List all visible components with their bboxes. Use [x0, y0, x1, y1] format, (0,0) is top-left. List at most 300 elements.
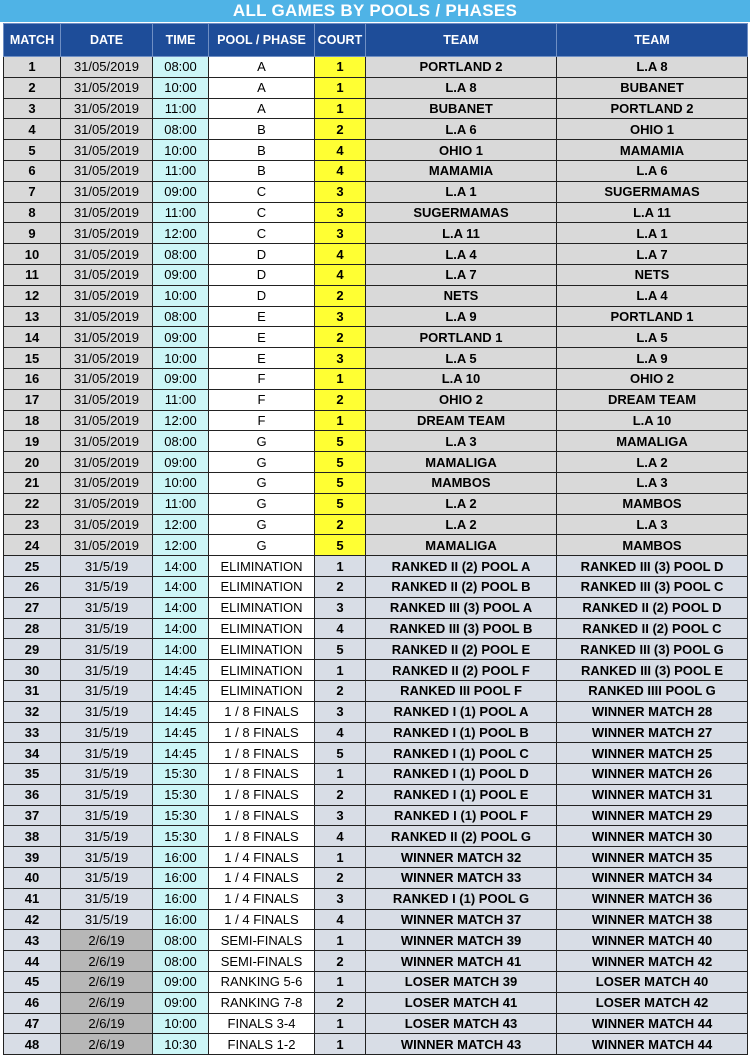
time-cell: 08:00: [153, 244, 209, 265]
court-cell: 5: [315, 743, 366, 764]
team-1-cell: L.A 1: [366, 181, 557, 202]
time-cell: 09:00: [153, 264, 209, 285]
match-cell: 44: [4, 951, 61, 972]
match-cell: 42: [4, 909, 61, 930]
team-2-cell: MAMALIGA: [557, 431, 748, 452]
table-row: [4, 847, 748, 868]
team-2-cell: WINNER MATCH 30: [557, 826, 748, 847]
pool-phase-cell: E: [209, 306, 315, 327]
team-1-cell: NETS: [366, 285, 557, 306]
team-2-cell: DREAM TEAM: [557, 389, 748, 410]
match-cell: 27: [4, 597, 61, 618]
team-1-cell: RANKED III (3) POOL A: [366, 597, 557, 618]
time-cell: 10:00: [153, 348, 209, 369]
pool-phase-cell: F: [209, 368, 315, 389]
pool-phase-cell: F: [209, 410, 315, 431]
time-cell: 15:30: [153, 784, 209, 805]
pool-phase-cell: B: [209, 140, 315, 161]
time-cell: 14:00: [153, 597, 209, 618]
pool-phase-cell: 1 / 8 FINALS: [209, 826, 315, 847]
table-row: [4, 597, 748, 618]
team-1-cell: RANKED I (1) POOL D: [366, 764, 557, 785]
team-1-cell: RANKED II (2) POOL E: [366, 639, 557, 660]
time-cell: 09:00: [153, 368, 209, 389]
pool-phase-cell: D: [209, 285, 315, 306]
pool-phase-cell: ELIMINATION: [209, 597, 315, 618]
table-row: [4, 327, 748, 348]
time-cell: 09:00: [153, 181, 209, 202]
pool-phase-cell: FINALS 1-2: [209, 1034, 315, 1055]
team-2-cell: WINNER MATCH 34: [557, 868, 748, 889]
court-cell: 1: [315, 57, 366, 78]
date-cell: 31/05/2019: [61, 306, 153, 327]
court-cell: 5: [315, 493, 366, 514]
team-2-cell: LOSER MATCH 40: [557, 972, 748, 993]
table-row: [4, 244, 748, 265]
time-cell: 09:00: [153, 992, 209, 1013]
date-cell: 31/5/19: [61, 660, 153, 681]
match-cell: 48: [4, 1034, 61, 1055]
pool-phase-cell: 1 / 8 FINALS: [209, 805, 315, 826]
table-row: [4, 514, 748, 535]
date-cell: 31/5/19: [61, 639, 153, 660]
time-cell: 15:30: [153, 805, 209, 826]
match-cell: 13: [4, 306, 61, 327]
court-cell: 4: [315, 826, 366, 847]
team-1-cell: MAMAMIA: [366, 160, 557, 181]
team-1-cell: BUBANET: [366, 98, 557, 119]
team-2-cell: L.A 4: [557, 285, 748, 306]
team-1-cell: RANKED I (1) POOL G: [366, 888, 557, 909]
court-cell: 4: [315, 264, 366, 285]
pool-phase-cell: 1 / 4 FINALS: [209, 868, 315, 889]
time-cell: 12:00: [153, 514, 209, 535]
date-cell: 31/5/19: [61, 868, 153, 889]
table-row: [4, 660, 748, 681]
team-2-cell: L.A 2: [557, 452, 748, 473]
match-cell: 9: [4, 223, 61, 244]
match-cell: 47: [4, 1013, 61, 1034]
time-cell: 16:00: [153, 888, 209, 909]
team-2-cell: WINNER MATCH 31: [557, 784, 748, 805]
match-cell: 35: [4, 764, 61, 785]
time-cell: 12:00: [153, 535, 209, 556]
match-cell: 39: [4, 847, 61, 868]
team-1-cell: L.A 4: [366, 244, 557, 265]
time-cell: 10:00: [153, 472, 209, 493]
match-cell: 46: [4, 992, 61, 1013]
court-cell: 2: [315, 285, 366, 306]
pool-phase-cell: E: [209, 348, 315, 369]
court-cell: 1: [315, 847, 366, 868]
table-row: [4, 140, 748, 161]
team-1-cell: WINNER MATCH 41: [366, 951, 557, 972]
team-2-cell: BUBANET: [557, 77, 748, 98]
match-cell: 33: [4, 722, 61, 743]
team-1-cell: RANKED I (1) POOL A: [366, 701, 557, 722]
team-1-cell: L.A 11: [366, 223, 557, 244]
table-row: [4, 639, 748, 660]
table-row: [4, 576, 748, 597]
time-cell: 14:45: [153, 722, 209, 743]
team-2-cell: MAMBOS: [557, 535, 748, 556]
team-1-cell: WINNER MATCH 32: [366, 847, 557, 868]
match-cell: 3: [4, 98, 61, 119]
header-time: TIME: [153, 24, 209, 57]
team-2-cell: RANKED III (3) POOL G: [557, 639, 748, 660]
team-1-cell: L.A 9: [366, 306, 557, 327]
time-cell: 08:00: [153, 951, 209, 972]
court-cell: 3: [315, 597, 366, 618]
match-cell: 19: [4, 431, 61, 452]
time-cell: 10:00: [153, 285, 209, 306]
court-cell: 5: [315, 639, 366, 660]
date-cell: 31/05/2019: [61, 327, 153, 348]
time-cell: 10:00: [153, 77, 209, 98]
match-cell: 30: [4, 660, 61, 681]
court-cell: 1: [315, 972, 366, 993]
court-cell: 5: [315, 535, 366, 556]
table-row: [4, 389, 748, 410]
pool-phase-cell: G: [209, 535, 315, 556]
match-cell: 18: [4, 410, 61, 431]
team-1-cell: OHIO 2: [366, 389, 557, 410]
date-cell: 31/5/19: [61, 576, 153, 597]
team-2-cell: OHIO 2: [557, 368, 748, 389]
court-cell: 4: [315, 618, 366, 639]
team-1-cell: LOSER MATCH 43: [366, 1013, 557, 1034]
date-cell: 31/5/19: [61, 805, 153, 826]
time-cell: 09:00: [153, 972, 209, 993]
games-table: [3, 23, 748, 1055]
time-cell: 11:00: [153, 160, 209, 181]
pool-phase-cell: 1 / 8 FINALS: [209, 701, 315, 722]
match-cell: 8: [4, 202, 61, 223]
team-1-cell: RANKED II (2) POOL B: [366, 576, 557, 597]
table-row: [4, 493, 748, 514]
court-cell: 5: [315, 452, 366, 473]
time-cell: 12:00: [153, 410, 209, 431]
date-cell: 31/5/19: [61, 826, 153, 847]
table-row: [4, 868, 748, 889]
header-team-2: TEAM: [557, 24, 748, 57]
table-row: [4, 805, 748, 826]
pool-phase-cell: ELIMINATION: [209, 576, 315, 597]
match-cell: 37: [4, 805, 61, 826]
team-1-cell: L.A 8: [366, 77, 557, 98]
time-cell: 08:00: [153, 930, 209, 951]
court-cell: 2: [315, 389, 366, 410]
team-1-cell: L.A 6: [366, 119, 557, 140]
court-cell: 3: [315, 181, 366, 202]
court-cell: 2: [315, 951, 366, 972]
pool-phase-cell: G: [209, 452, 315, 473]
team-1-cell: RANKED II (2) POOL A: [366, 556, 557, 577]
match-cell: 20: [4, 452, 61, 473]
date-cell: 31/05/2019: [61, 202, 153, 223]
match-cell: 45: [4, 972, 61, 993]
court-cell: 4: [315, 160, 366, 181]
time-cell: 16:00: [153, 847, 209, 868]
match-cell: 29: [4, 639, 61, 660]
date-cell: 31/05/2019: [61, 535, 153, 556]
match-cell: 25: [4, 556, 61, 577]
time-cell: 11:00: [153, 98, 209, 119]
time-cell: 11:00: [153, 202, 209, 223]
court-cell: 2: [315, 992, 366, 1013]
pool-phase-cell: A: [209, 57, 315, 78]
match-cell: 14: [4, 327, 61, 348]
table-row: [4, 764, 748, 785]
team-2-cell: WINNER MATCH 40: [557, 930, 748, 951]
team-1-cell: RANKED II (2) POOL F: [366, 660, 557, 681]
date-cell: 31/5/19: [61, 888, 153, 909]
team-1-cell: RANKED I (1) POOL B: [366, 722, 557, 743]
table-row: [4, 223, 748, 244]
page-title: ALL GAMES BY POOLS / PHASES: [0, 0, 750, 22]
table-row: [4, 160, 748, 181]
date-cell: 31/05/2019: [61, 431, 153, 452]
court-cell: 3: [315, 306, 366, 327]
team-1-cell: L.A 10: [366, 368, 557, 389]
court-cell: 3: [315, 202, 366, 223]
court-cell: 3: [315, 805, 366, 826]
team-2-cell: RANKED II (2) POOL D: [557, 597, 748, 618]
pool-phase-cell: ELIMINATION: [209, 556, 315, 577]
team-1-cell: PORTLAND 1: [366, 327, 557, 348]
court-cell: 4: [315, 140, 366, 161]
header-pool-phase: POOL / PHASE: [209, 24, 315, 57]
date-cell: 2/6/19: [61, 930, 153, 951]
team-2-cell: WINNER MATCH 35: [557, 847, 748, 868]
table-row: [4, 119, 748, 140]
court-cell: 5: [315, 472, 366, 493]
match-cell: 1: [4, 57, 61, 78]
date-cell: 31/05/2019: [61, 452, 153, 473]
date-cell: 2/6/19: [61, 992, 153, 1013]
team-2-cell: RANKED III (3) POOL E: [557, 660, 748, 681]
team-1-cell: L.A 3: [366, 431, 557, 452]
table-row: [4, 951, 748, 972]
date-cell: 2/6/19: [61, 1013, 153, 1034]
court-cell: 4: [315, 909, 366, 930]
table-row: [4, 285, 748, 306]
time-cell: 11:00: [153, 493, 209, 514]
pool-phase-cell: C: [209, 223, 315, 244]
team-2-cell: WINNER MATCH 44: [557, 1034, 748, 1055]
date-cell: 2/6/19: [61, 1034, 153, 1055]
time-cell: 14:00: [153, 639, 209, 660]
court-cell: 2: [315, 514, 366, 535]
team-1-cell: L.A 7: [366, 264, 557, 285]
table-row: [4, 992, 748, 1013]
date-cell: 31/05/2019: [61, 493, 153, 514]
pool-phase-cell: SEMI-FINALS: [209, 951, 315, 972]
team-2-cell: WINNER MATCH 25: [557, 743, 748, 764]
team-2-cell: WINNER MATCH 44: [557, 1013, 748, 1034]
pool-phase-cell: G: [209, 431, 315, 452]
table-row: [4, 202, 748, 223]
pool-phase-cell: D: [209, 244, 315, 265]
team-2-cell: PORTLAND 1: [557, 306, 748, 327]
team-2-cell: WINNER MATCH 28: [557, 701, 748, 722]
pool-phase-cell: ELIMINATION: [209, 618, 315, 639]
match-cell: 40: [4, 868, 61, 889]
team-2-cell: L.A 1: [557, 223, 748, 244]
team-2-cell: MAMBOS: [557, 493, 748, 514]
time-cell: 08:00: [153, 431, 209, 452]
pool-phase-cell: FINALS 3-4: [209, 1013, 315, 1034]
team-1-cell: WINNER MATCH 43: [366, 1034, 557, 1055]
table-row: [4, 972, 748, 993]
table-row: [4, 410, 748, 431]
team-1-cell: RANKED III POOL F: [366, 680, 557, 701]
table-row: [4, 348, 748, 369]
match-cell: 15: [4, 348, 61, 369]
date-cell: 31/05/2019: [61, 389, 153, 410]
court-cell: 2: [315, 868, 366, 889]
team-2-cell: L.A 11: [557, 202, 748, 223]
pool-phase-cell: 1 / 8 FINALS: [209, 764, 315, 785]
date-cell: 31/5/19: [61, 597, 153, 618]
team-1-cell: LOSER MATCH 39: [366, 972, 557, 993]
pool-phase-cell: RANKING 7-8: [209, 992, 315, 1013]
date-cell: 31/05/2019: [61, 410, 153, 431]
header-court: COURT: [315, 24, 366, 57]
pool-phase-cell: G: [209, 472, 315, 493]
pool-phase-cell: D: [209, 264, 315, 285]
team-2-cell: OHIO 1: [557, 119, 748, 140]
table-row: [4, 452, 748, 473]
match-cell: 41: [4, 888, 61, 909]
team-2-cell: RANKED II (2) POOL C: [557, 618, 748, 639]
table-row: [4, 784, 748, 805]
pool-phase-cell: B: [209, 160, 315, 181]
team-1-cell: SUGERMAMAS: [366, 202, 557, 223]
team-1-cell: LOSER MATCH 41: [366, 992, 557, 1013]
table-row: [4, 930, 748, 951]
date-cell: 31/05/2019: [61, 264, 153, 285]
team-2-cell: MAMAMIA: [557, 140, 748, 161]
pool-phase-cell: A: [209, 77, 315, 98]
court-cell: 2: [315, 576, 366, 597]
team-2-cell: L.A 3: [557, 514, 748, 535]
match-cell: 28: [4, 618, 61, 639]
pool-phase-cell: F: [209, 389, 315, 410]
team-2-cell: L.A 8: [557, 57, 748, 78]
match-cell: 12: [4, 285, 61, 306]
team-1-cell: MAMALIGA: [366, 535, 557, 556]
time-cell: 14:00: [153, 576, 209, 597]
team-2-cell: L.A 5: [557, 327, 748, 348]
date-cell: 2/6/19: [61, 972, 153, 993]
pool-phase-cell: G: [209, 514, 315, 535]
match-cell: 7: [4, 181, 61, 202]
header-row: [4, 24, 748, 57]
table-row: [4, 264, 748, 285]
court-cell: 1: [315, 660, 366, 681]
court-cell: 2: [315, 680, 366, 701]
court-cell: 3: [315, 348, 366, 369]
team-2-cell: RANKED IIII POOL G: [557, 680, 748, 701]
table-row: [4, 98, 748, 119]
team-1-cell: L.A 2: [366, 514, 557, 535]
time-cell: 10:00: [153, 1013, 209, 1034]
table-row: [4, 535, 748, 556]
team-2-cell: WINNER MATCH 42: [557, 951, 748, 972]
time-cell: 16:00: [153, 868, 209, 889]
time-cell: 08:00: [153, 119, 209, 140]
court-cell: 4: [315, 722, 366, 743]
team-1-cell: MAMALIGA: [366, 452, 557, 473]
date-cell: 31/05/2019: [61, 77, 153, 98]
time-cell: 12:00: [153, 223, 209, 244]
court-cell: 2: [315, 119, 366, 140]
team-2-cell: WINNER MATCH 29: [557, 805, 748, 826]
court-cell: 2: [315, 327, 366, 348]
pool-phase-cell: G: [209, 493, 315, 514]
date-cell: 2/6/19: [61, 951, 153, 972]
match-cell: 21: [4, 472, 61, 493]
table-row: [4, 618, 748, 639]
match-cell: 4: [4, 119, 61, 140]
team-2-cell: L.A 7: [557, 244, 748, 265]
time-cell: 14:00: [153, 618, 209, 639]
table-row: [4, 888, 748, 909]
table-row: [4, 431, 748, 452]
time-cell: 14:45: [153, 743, 209, 764]
date-cell: 31/5/19: [61, 722, 153, 743]
date-cell: 31/5/19: [61, 909, 153, 930]
team-2-cell: PORTLAND 2: [557, 98, 748, 119]
team-2-cell: LOSER MATCH 42: [557, 992, 748, 1013]
pool-phase-cell: ELIMINATION: [209, 639, 315, 660]
court-cell: 1: [315, 764, 366, 785]
time-cell: 14:45: [153, 660, 209, 681]
court-cell: 2: [315, 784, 366, 805]
pool-phase-cell: E: [209, 327, 315, 348]
table-row: [4, 368, 748, 389]
match-cell: 31: [4, 680, 61, 701]
pool-phase-cell: 1 / 8 FINALS: [209, 784, 315, 805]
team-1-cell: PORTLAND 2: [366, 57, 557, 78]
court-cell: 1: [315, 368, 366, 389]
time-cell: 14:45: [153, 680, 209, 701]
date-cell: 31/5/19: [61, 784, 153, 805]
match-cell: 11: [4, 264, 61, 285]
pool-phase-cell: B: [209, 119, 315, 140]
team-2-cell: SUGERMAMAS: [557, 181, 748, 202]
match-cell: 23: [4, 514, 61, 535]
date-cell: 31/05/2019: [61, 140, 153, 161]
table-row: [4, 722, 748, 743]
date-cell: 31/05/2019: [61, 57, 153, 78]
date-cell: 31/05/2019: [61, 244, 153, 265]
match-cell: 26: [4, 576, 61, 597]
time-cell: 15:30: [153, 826, 209, 847]
table-row: [4, 556, 748, 577]
match-cell: 6: [4, 160, 61, 181]
team-2-cell: NETS: [557, 264, 748, 285]
table-row: [4, 57, 748, 78]
team-2-cell: L.A 3: [557, 472, 748, 493]
court-cell: 3: [315, 701, 366, 722]
table-row: [4, 77, 748, 98]
match-cell: 16: [4, 368, 61, 389]
pool-phase-cell: A: [209, 98, 315, 119]
time-cell: 16:00: [153, 909, 209, 930]
date-cell: 31/5/19: [61, 764, 153, 785]
